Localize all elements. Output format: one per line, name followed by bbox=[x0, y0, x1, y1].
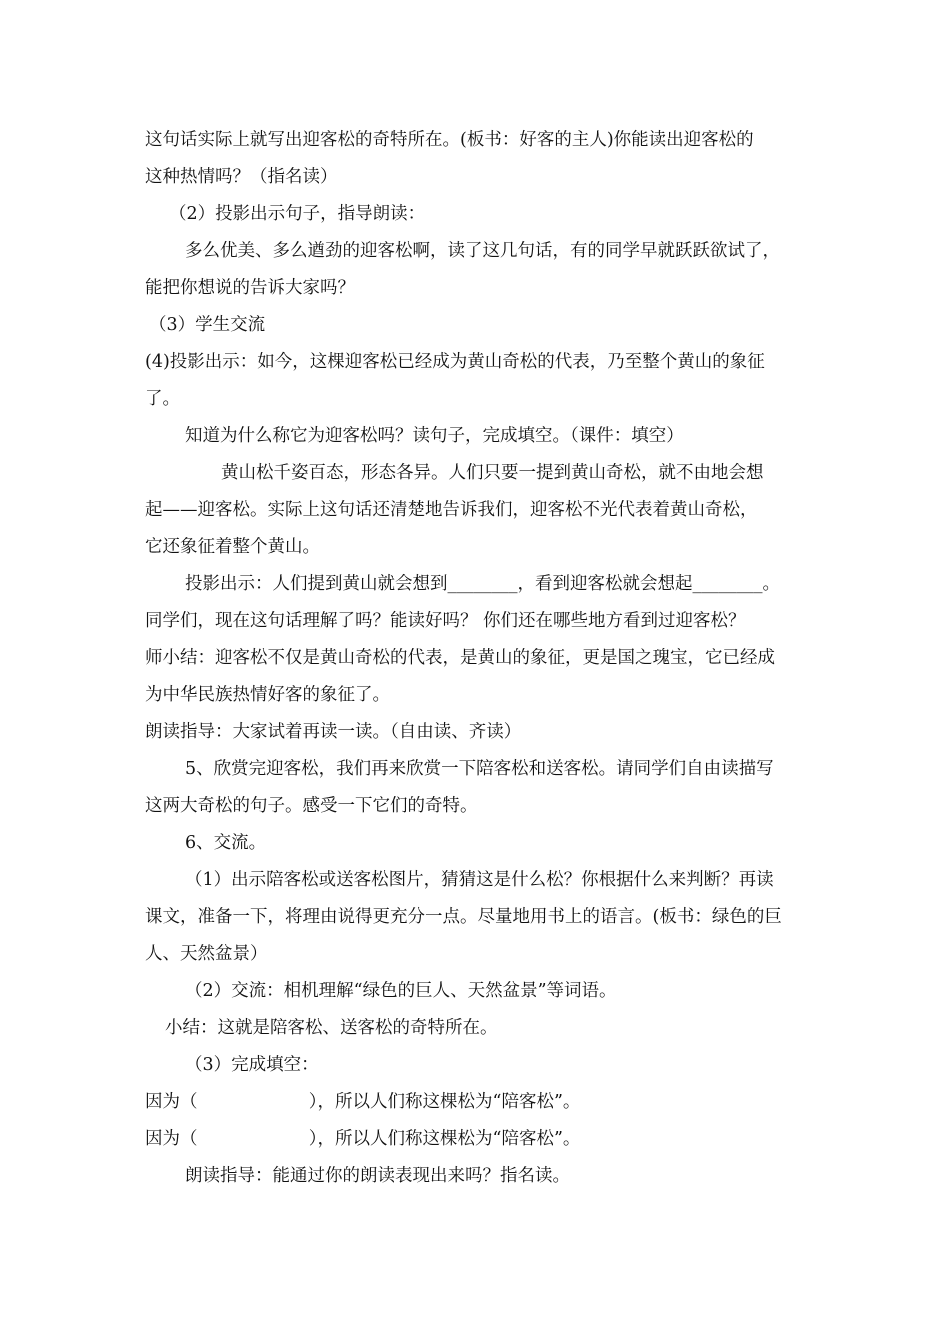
text-line: 投影出示：人们提到黄山就会想到________，看到迎客松就会想起________。 bbox=[185, 574, 780, 594]
text-line: (4)投影出示：如今，这棵迎客松已经成为黄山奇松的代表，乃至整个黄山的象征 bbox=[145, 352, 765, 372]
text-line: （2）交流：相机理解“绿色的巨人、天然盆景”等词语。 bbox=[185, 981, 617, 1001]
text-line: （3）学生交流 bbox=[149, 315, 266, 335]
text-line: 6、交流。 bbox=[185, 833, 267, 853]
text-line: 同学们，现在这句话理解了吗？能读好吗？ 你们还在哪些地方看到过迎客松？ bbox=[145, 611, 746, 631]
fill-in-line: 因为（ ），所以人们称这棵松为“陪客松”。 bbox=[145, 1129, 581, 1149]
text-line: 它还象征着整个黄山。 bbox=[145, 537, 320, 557]
text-line: 了。 bbox=[145, 389, 180, 409]
text-line: 师小结：迎客松不仅是黄山奇松的代表，是黄山的象征，更是国之瑰宝，它已经成 bbox=[145, 648, 775, 668]
text-line: 人、天然盆景） bbox=[145, 944, 268, 964]
text-line: 起——迎客松。实际上这句话还清楚地告诉我们，迎客松不光代表着黄山奇松， bbox=[145, 500, 758, 520]
text-line: 小结：这就是陪客松、送客松的奇特所在。 bbox=[165, 1018, 498, 1038]
text-line: 能把你想说的告诉大家吗？ bbox=[145, 278, 355, 298]
text-line: （1）出示陪客松或送客松图片，猜猜这是什么松？你根据什么来判断？再读 bbox=[185, 870, 774, 890]
text-line: 朗读指导：能通过你的朗读表现出来吗？指名读。 bbox=[185, 1166, 570, 1186]
text-line: 多么优美、多么遒劲的迎客松啊，读了这几句话，有的同学早就跃跃欲试了， bbox=[185, 241, 780, 261]
text-line: 黄山松千姿百态，形态各异。人们只要一提到黄山奇松，就不由地会想 bbox=[221, 463, 764, 483]
text-line: （3）完成填空： bbox=[185, 1055, 319, 1075]
fill-in-line: 因为（ ），所以人们称这棵松为“陪客松”。 bbox=[145, 1092, 581, 1112]
text-line: 课文，准备一下，将理由说得更充分一点。尽量地用书上的语言。(板书：绿色的巨 bbox=[145, 907, 782, 927]
text-line: 这两大奇松的句子。感受一下它们的奇特。 bbox=[145, 796, 478, 816]
text-line: 5、欣赏完迎客松，我们再来欣赏一下陪客松和送客松。请同学们自由读描写 bbox=[185, 759, 774, 779]
text-line: （2）投影出示句子，指导朗读： bbox=[169, 204, 426, 224]
text-line: 这种热情吗？（指名读） bbox=[145, 167, 338, 187]
document-body bbox=[145, 122, 825, 1195]
text-line: 为中华民族热情好客的象征了。 bbox=[145, 685, 390, 705]
text-line: 朗读指导：大家试着再读一读。（自由读、齐读） bbox=[145, 722, 522, 742]
text-line: 这句话实际上就写出迎客松的奇特所在。(板书：好客的主人)你能读出迎客松的 bbox=[145, 130, 754, 150]
text-line: 知道为什么称它为迎客松吗？读句子，完成填空。（课件：填空） bbox=[185, 426, 684, 446]
